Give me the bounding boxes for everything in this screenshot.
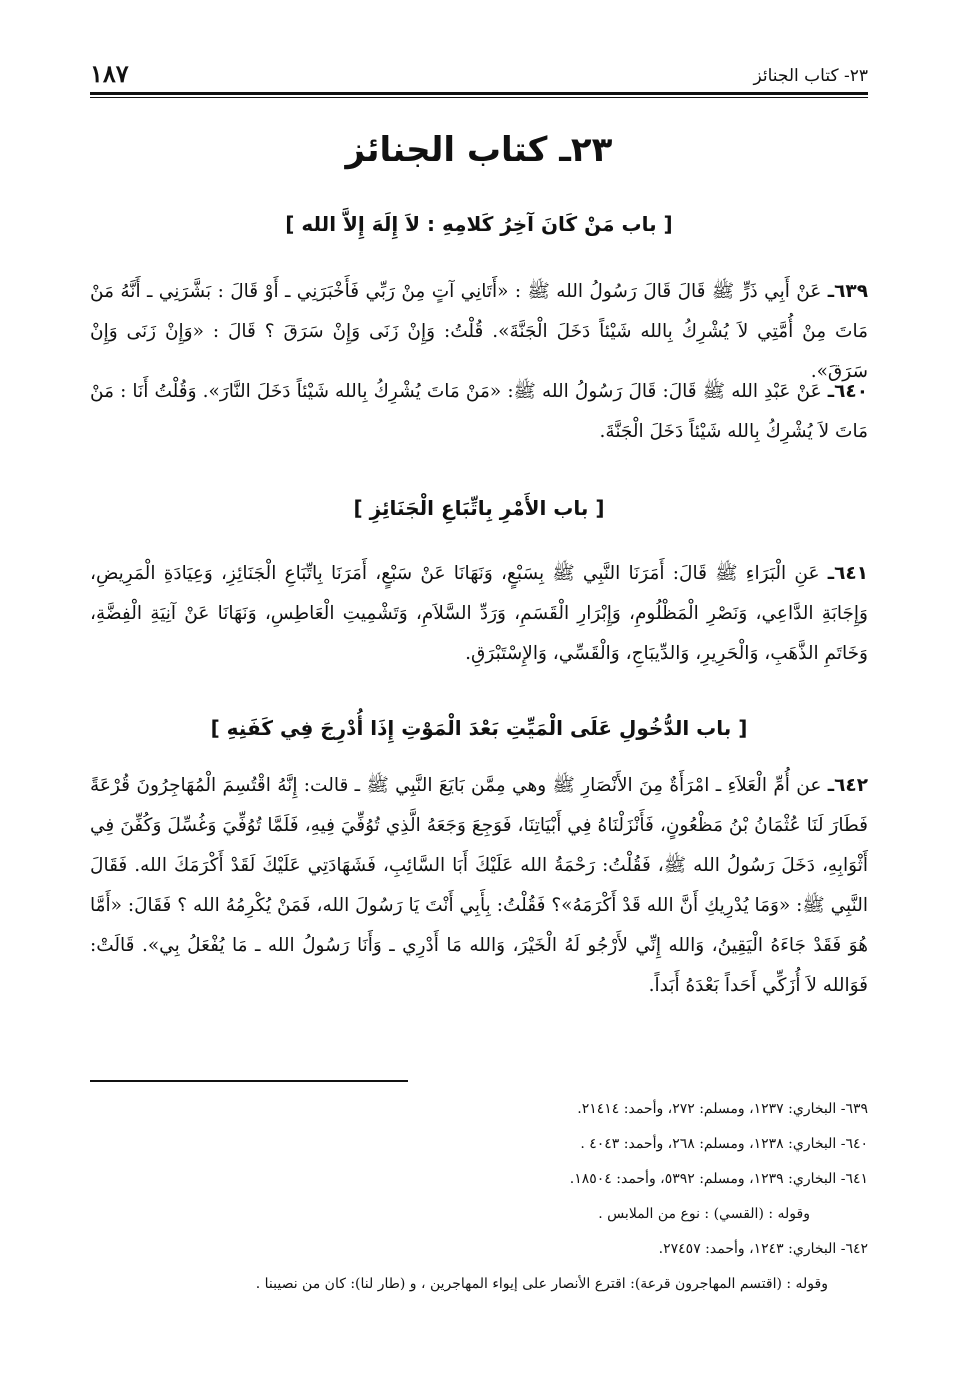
chapter-section bbox=[90, 496, 868, 520]
footnote: ٦٤٢- البخاري: ١٢٤٣، وأحمد: ٢٧٤٥٧. bbox=[658, 1241, 868, 1257]
hadith-text bbox=[90, 372, 868, 452]
hadith-body: عَنِ الْبَرَاءِ ﷺ قَالَ: أَمَرَنَا النَّبِي ﷺ بِسَبْعٍ، وَنَهَانَا عَنْ سَبْعٍ، أَمَرَنَا بِاتِّبَاعِ الْجَنَائِزِ، وَعِيَادَةِ الْمَرِيضِ، وَإِجَابَةِ الدَّاعِي، وَنَصْرِ الْمَظْلُومِ، وَإِبْرَارِ الْقَسَمِ، وَرَدِّ السَّلاَمِ، وَتَشْمِيتِ الْعَاطِسِ، وَنَهَانَا عَنْ آنِيَةِ الْفِضَّةِ، وَخَاتَمِ الذَّهَبِ، وَالْحَرِيرِ، وَالدِّيبَاجِ، وَالْقَسِّي، وَالإِسْتَبْرَقِ. bbox=[90, 563, 868, 664]
footnotes bbox=[90, 1092, 868, 1302]
hadith-number: ٦٤١ـ bbox=[827, 563, 868, 584]
hadith-number: ٦٤٠ـ bbox=[827, 381, 868, 402]
footnote: ٦٣٩- البخاري: ١٢٣٧، ومسلم: ٢٧٢، وأحمد: ٢١٤١٤. bbox=[577, 1101, 868, 1117]
hadith-number: ٦٤٢ـ bbox=[827, 775, 868, 796]
footnote-note: وقوله : (اقتسم المهاجرون قرعة): اقترع الأنصار على إيواء المهاجرين ، و (طار لنا): كان من نصيبنا . bbox=[255, 1276, 828, 1292]
book-title: ٢٣ـ كتاب الجنائز bbox=[345, 130, 613, 170]
footnote-rule bbox=[90, 1080, 408, 1082]
chapter-section bbox=[90, 716, 868, 740]
footnote-note: وقوله : (القسي) : نوع من الملابس . bbox=[598, 1206, 810, 1222]
hadith-number: ٦٣٩ـ bbox=[827, 281, 868, 302]
hadith-body: عَنْ عَبْدِ الله ﷺ قَالَ: قَالَ رَسُولُ الله ﷺ: «مَنْ مَاتَ يُشْرِكُ بِالله شَيْئاً دَخَلَ النَّارَ». وَقُلْتُ أَنَا : مَنْ مَاتَ لاَ يُشْرِكُ بِالله شَيْئاً دَخَلَ الْجَنَّةَ. bbox=[90, 381, 868, 442]
hadith-block bbox=[90, 554, 868, 674]
header-rule-thin bbox=[90, 97, 868, 98]
running-header bbox=[90, 50, 868, 90]
hadith-block bbox=[90, 766, 868, 1006]
running-title: ٢٣- كتاب الجنائز bbox=[753, 66, 868, 86]
header-rule bbox=[90, 92, 868, 95]
hadith-block bbox=[90, 372, 868, 452]
chapter-heading: [ باب مَنْ كَانَ آخِرُ كَلامِهِ : لاَ إِلَهَ إِلاَّ الله ] bbox=[285, 212, 673, 236]
chapter-heading: [ باب الأَمْرِ بِاتِّبَاعِ الْجَنَائِزِ ] bbox=[353, 496, 605, 520]
chapter-section bbox=[90, 212, 868, 236]
hadith-body: عن أُمِّ الْعَلاَءِ ـ امْرَأَةٌ مِنَ الأَنْصَارِ ﷺ وهي مِمَّن بَايَعَ النَّبِي ﷺ ـ قالت: إِنَّهُ اقْتُسِمَ الْمُهَاجِرُونَ قُرْعَةً فَطَارَ لَنَا عُثْمَانُ بْنُ مَظْعُونٍ، فَأَنْزَلْنَاهُ فِي أَبْيَاتِنَا، فَوَجِعَ وَجَعَهُ الَّذِي تُوُفِّيَ فِيهِ، فَلَمَّا تُوُفِّيَ وَغُسِّلَ وَكُفِّنَ فِي أَثْوَابِهِ، دَخَلَ رَسُولُ الله ﷺ، فَقُلْتُ: رَحْمَةُ الله عَلَيْكَ أَبَا السَّائِبِ، فَشَهَادَتِي عَلَيْكَ لَقَدْ أَكْرَمَكَ الله. فَقَالَ النَّبِي ﷺ: «وَمَا يُدْرِيكِ أَنَّ الله قَدْ أَكْرَمَهُ»؟ فَقُلْتُ: بِأَبِي أَنْتَ يَا رَسُولَ الله، فَمَنْ يُكْرِمُهُ الله ؟ فَقَالَ: «أَمَّا هُوَ فَقَدْ جَاءَهُ الْيَقِينُ، وَالله إِنِّي لأَرْجُو لَهُ الْخَيْرَ، وَالله مَا أَدْرِي ـ وَأَنَا رَسُولُ الله ـ مَا يُفْعَلُ بِي». قَالَتْ: فَوَالله لاَ أُزَكِّي أَحَداً بَعْدَهُ أَبَداً. bbox=[90, 775, 868, 996]
footnote: ٦٤١- البخاري: ١٢٣٩، ومسلم: ٥٣٩٢، وأحمد: ١٨٥٠٤. bbox=[569, 1171, 868, 1187]
page-number: ١٨٧ bbox=[90, 59, 129, 88]
chapter-heading: [ باب الدُّخُولِ عَلَى الْمَيِّتِ بَعْدَ الْمَوْتِ إِذَا أُدْرِجَ فِي كَفَنِهِ ] bbox=[210, 716, 748, 740]
footnote: ٦٤٠- البخاري: ١٢٣٨، ومسلم: ٢٦٨، وأحمد: ٤٠٤٣ . bbox=[580, 1136, 868, 1152]
hadith-body: عَنْ أَبِي ذَرٍّ ﷺ قَالَ قَالَ رَسُولُ الله ﷺ : «أَتَانِي آتٍ مِنْ رَبِّي فَأَخْبَرَنِي ـ أَوْ قَالَ : بَشَّرَنِي ـ أَنَّهُ مَنْ مَاتَ مِنْ أُمَّتِي لاَ يُشْرِكُ بِالله شَيْئاً دَخَلَ الْجَنَّةَ». قُلْتُ: وَإِنْ زَنَى وَإِنْ سَرَقَ ؟ قَالَ : «وَإِنْ زَنَى وَإِنْ سَرَقَ». bbox=[90, 281, 868, 382]
hadith-text bbox=[90, 766, 868, 1006]
hadith-text bbox=[90, 554, 868, 674]
